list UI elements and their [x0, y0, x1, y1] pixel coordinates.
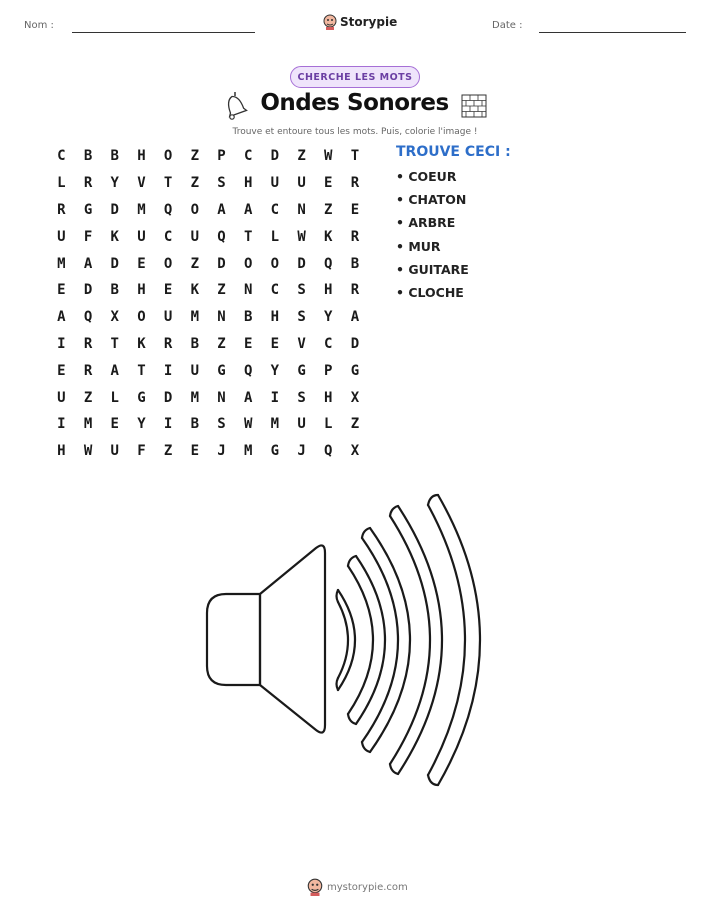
grid-cell: P — [324, 362, 333, 379]
grid-cell: R — [350, 282, 360, 299]
grid-cell: E — [57, 282, 66, 299]
grid-cell: J — [297, 443, 306, 460]
brand-logo — [323, 14, 397, 30]
grid-cell: E — [270, 335, 280, 352]
grid-cell: Z — [350, 416, 360, 433]
grid-cell: D — [270, 148, 280, 165]
grid-cell: G — [217, 362, 226, 379]
grid-cell: G — [83, 201, 93, 218]
grid-cell: C — [324, 335, 333, 352]
grid-cell: O — [163, 148, 173, 165]
grid-cell: U — [137, 228, 146, 245]
word-list-item: • CHATON — [396, 192, 467, 208]
grid-cell: N — [297, 201, 306, 218]
grid-cell: G — [270, 443, 280, 460]
grid-cell: Q — [83, 309, 93, 326]
grid-cell: E — [350, 201, 360, 218]
grid-cell: I — [163, 416, 173, 433]
grid-cell: D — [350, 335, 360, 352]
grid-row — [48, 143, 368, 170]
grid-cell: R — [83, 335, 93, 352]
grid-cell: A — [243, 201, 253, 218]
grid-cell: W — [324, 148, 333, 165]
grid-cell: U — [190, 362, 199, 379]
grid-cell: Q — [217, 228, 226, 245]
grid-cell: E — [163, 282, 173, 299]
bell-icon — [222, 89, 248, 121]
grid-cell: Y — [324, 309, 333, 326]
word-list-title: TROUVE CECI : — [396, 144, 511, 160]
grid-cell: R — [83, 175, 93, 192]
grid-cell: K — [110, 228, 119, 245]
word-list — [396, 144, 511, 308]
grid-cell: B — [110, 148, 119, 165]
grid-cell: O — [270, 255, 280, 272]
grid-cell: C — [243, 148, 253, 165]
grid-cell: M — [57, 255, 66, 272]
grid-cell: O — [163, 255, 173, 272]
grid-cell: A — [350, 309, 360, 326]
grid-cell: L — [57, 175, 66, 192]
grid-cell: B — [350, 255, 360, 272]
brand-name: Storypie — [340, 15, 398, 29]
date-line — [539, 32, 686, 33]
grid-cell: S — [217, 416, 226, 433]
name-label: Nom : — [24, 20, 54, 31]
grid-cell: W — [297, 228, 306, 245]
grid-row — [48, 357, 368, 384]
grid-cell: O — [137, 309, 146, 326]
grid-cell: X — [350, 443, 360, 460]
grid-cell: X — [350, 389, 360, 406]
grid-cell: Y — [137, 416, 146, 433]
grid-cell: M — [137, 201, 146, 218]
grid-cell: A — [83, 255, 93, 272]
speaker-sound-waves-icon — [190, 480, 520, 790]
grid-cell: H — [270, 309, 280, 326]
grid-cell: D — [217, 255, 226, 272]
word-list-item: • MUR — [396, 238, 441, 254]
word-list-item: • ARBRE — [396, 215, 456, 231]
grid-cell: S — [297, 282, 306, 299]
grid-cell: B — [83, 148, 93, 165]
storypie-logo-icon — [307, 878, 323, 896]
grid-cell: A — [110, 362, 119, 379]
grid-cell: M — [83, 416, 93, 433]
grid-row — [48, 223, 368, 250]
grid-cell: V — [297, 335, 306, 352]
grid-cell: H — [137, 148, 146, 165]
grid-cell: S — [297, 389, 306, 406]
name-line — [72, 32, 255, 33]
word-list-item: • GUITARE — [396, 261, 469, 277]
grid-cell: M — [270, 416, 280, 433]
grid-cell: L — [270, 228, 280, 245]
grid-cell: V — [137, 175, 146, 192]
word-list-item: • COEUR — [396, 169, 457, 184]
grid-row — [48, 438, 368, 465]
grid-cell: I — [163, 362, 173, 379]
grid-cell: U — [190, 228, 199, 245]
grid-cell: E — [110, 416, 119, 433]
grid-cell: F — [137, 443, 146, 460]
grid-cell: D — [163, 389, 173, 406]
grid-cell: R — [350, 175, 360, 192]
grid-cell: Z — [163, 443, 173, 460]
grid-cell: L — [110, 389, 119, 406]
grid-cell: C — [270, 201, 280, 218]
grid-cell: C — [163, 228, 173, 245]
storypie-logo-icon — [323, 14, 337, 30]
grid-cell: X — [110, 309, 119, 326]
grid-cell: M — [243, 443, 253, 460]
grid-cell: Z — [190, 255, 199, 272]
grid-cell: Z — [217, 335, 226, 352]
grid-cell: Z — [83, 389, 93, 406]
grid-row — [48, 197, 368, 224]
grid-cell: Q — [324, 443, 333, 460]
grid-row — [48, 331, 368, 358]
grid-cell: A — [243, 389, 253, 406]
grid-cell: I — [270, 389, 280, 406]
grid-cell: T — [350, 148, 360, 165]
grid-row — [48, 411, 368, 438]
grid-cell: Q — [243, 362, 253, 379]
grid-row — [48, 277, 368, 304]
grid-cell: D — [297, 255, 306, 272]
grid-cell: S — [217, 175, 226, 192]
grid-cell: Y — [270, 362, 280, 379]
grid-row — [48, 304, 368, 331]
grid-cell: M — [190, 389, 199, 406]
grid-cell: O — [243, 255, 253, 272]
grid-cell: Z — [190, 148, 199, 165]
grid-cell: A — [57, 309, 66, 326]
grid-cell: R — [83, 362, 93, 379]
grid-cell: E — [57, 362, 66, 379]
grid-cell: T — [243, 228, 253, 245]
grid-cell: I — [57, 335, 66, 352]
grid-cell: Y — [110, 175, 119, 192]
grid-cell: S — [297, 309, 306, 326]
grid-cell: T — [137, 362, 146, 379]
grid-cell: G — [297, 362, 306, 379]
grid-cell: F — [83, 228, 93, 245]
grid-cell: W — [243, 416, 253, 433]
category-badge: CHERCHE LES MOTS — [290, 66, 420, 88]
grid-cell: D — [110, 255, 119, 272]
grid-cell: C — [57, 148, 66, 165]
grid-cell: Z — [190, 175, 199, 192]
grid-cell: W — [83, 443, 93, 460]
grid-cell: D — [110, 201, 119, 218]
grid-cell: I — [57, 416, 66, 433]
grid-cell: U — [297, 416, 306, 433]
grid-row — [48, 250, 368, 277]
grid-cell: Z — [217, 282, 226, 299]
grid-cell: T — [110, 335, 119, 352]
grid-cell: U — [270, 175, 280, 192]
grid-cell: Q — [163, 201, 173, 218]
grid-cell: N — [243, 282, 253, 299]
grid-row — [48, 384, 368, 411]
grid-cell: N — [217, 309, 226, 326]
grid-cell: T — [163, 175, 173, 192]
brick-wall-icon — [461, 94, 487, 118]
grid-cell: N — [217, 389, 226, 406]
grid-cell: U — [163, 309, 173, 326]
grid-cell: O — [190, 201, 199, 218]
word-list-item: • CLOCHE — [396, 284, 464, 300]
date-label: Date : — [492, 20, 523, 31]
grid-cell: B — [243, 309, 253, 326]
instructions: Trouve et entoure tous les mots. Puis, colorie l'image ! — [232, 127, 478, 137]
grid-cell: E — [243, 335, 253, 352]
footer — [307, 878, 408, 896]
grid-cell: G — [137, 389, 146, 406]
grid-cell: G — [350, 362, 360, 379]
grid-cell: Z — [324, 201, 333, 218]
grid-cell: J — [217, 443, 226, 460]
grid-cell: A — [217, 201, 226, 218]
grid-cell: L — [324, 416, 333, 433]
grid-cell: H — [324, 282, 333, 299]
grid-cell: Z — [297, 148, 306, 165]
grid-cell: M — [190, 309, 199, 326]
grid-cell: H — [243, 175, 253, 192]
grid-cell: R — [163, 335, 173, 352]
footer-url: mystorypie.com — [327, 881, 408, 893]
word-search-grid — [48, 143, 368, 465]
grid-cell: K — [324, 228, 333, 245]
grid-cell: E — [137, 255, 146, 272]
grid-cell: B — [190, 416, 199, 433]
grid-cell: R — [57, 201, 66, 218]
grid-cell: K — [190, 282, 199, 299]
grid-cell: U — [297, 175, 306, 192]
grid-row — [48, 170, 368, 197]
grid-cell: Q — [324, 255, 333, 272]
grid-cell: R — [350, 228, 360, 245]
grid-cell: B — [190, 335, 199, 352]
grid-cell: U — [57, 389, 66, 406]
grid-cell: E — [190, 443, 199, 460]
grid-cell: H — [324, 389, 333, 406]
grid-cell: U — [57, 228, 66, 245]
page-title: Ondes Sonores — [260, 90, 449, 116]
grid-cell: H — [57, 443, 66, 460]
grid-cell: U — [110, 443, 119, 460]
grid-cell: D — [83, 282, 93, 299]
grid-cell: P — [217, 148, 226, 165]
grid-cell: C — [270, 282, 280, 299]
grid-cell: H — [137, 282, 146, 299]
grid-cell: E — [324, 175, 333, 192]
grid-cell: B — [110, 282, 119, 299]
grid-cell: K — [137, 335, 146, 352]
